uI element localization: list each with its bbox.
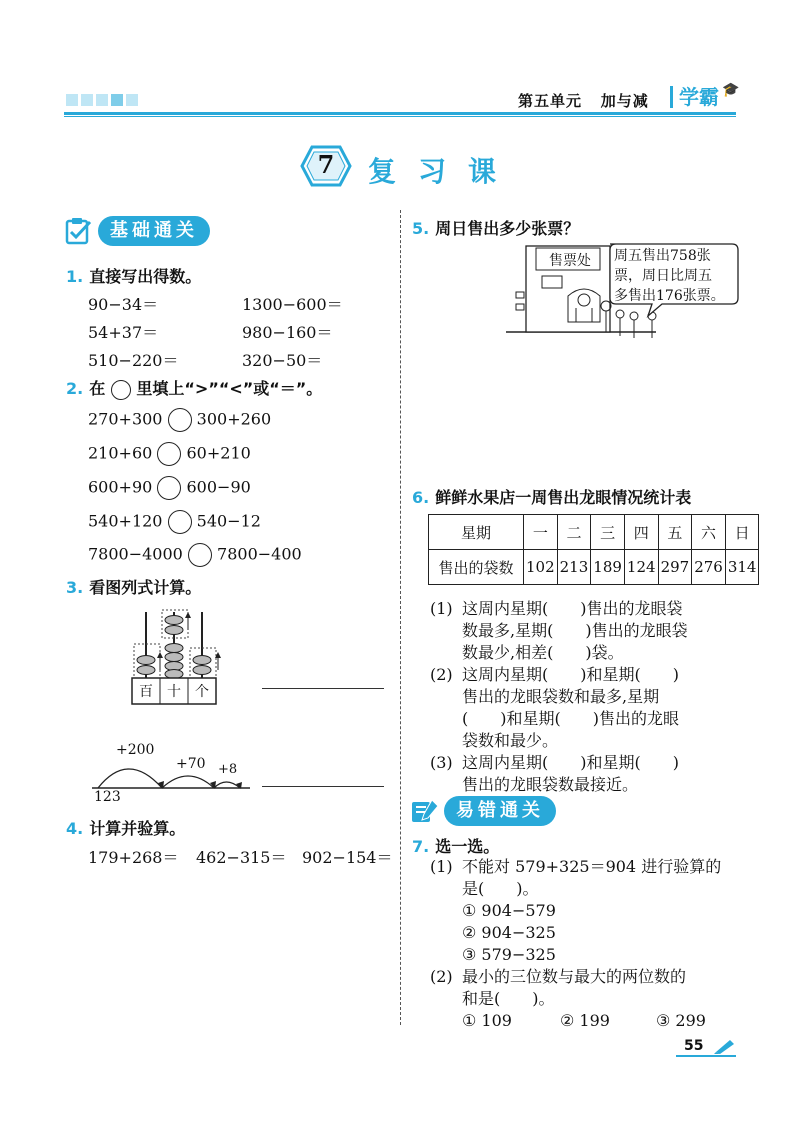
table-cell: 二 <box>557 515 591 550</box>
header-decoration <box>66 94 138 106</box>
q7-sub1: (1) 不能对 579+325＝904 进行验算的 是( )。 ① 904−579 ② 904−325 ③ 579−325 <box>430 856 762 966</box>
number-line-start: 123 <box>94 789 121 805</box>
jump-label: +200 <box>116 742 155 758</box>
answer-circle[interactable] <box>157 442 181 466</box>
q2-title: 2. 在 里填上“>”“<”或“＝”。 <box>66 379 323 398</box>
table-cell: 276 <box>692 550 726 585</box>
table-cell: 五 <box>658 515 692 550</box>
answer-circle[interactable] <box>168 510 192 534</box>
q7-title: 7. 选一选。 <box>412 837 500 856</box>
table-cell: 314 <box>725 550 759 585</box>
unit-heading: 第五单元 加与减 <box>518 92 649 110</box>
table-cell: 189 <box>591 550 625 585</box>
header-rule <box>64 112 736 115</box>
table-row <box>429 550 759 585</box>
jump-label: +70 <box>176 756 206 772</box>
section-error-prone-label: 易错通关 <box>444 796 556 826</box>
q2-row: 270+300 300+260 <box>88 408 271 432</box>
abacus-label-tens: 十 <box>167 684 181 700</box>
q2-row: 540+120 540−12 <box>88 510 261 534</box>
table-cell: 一 <box>524 515 558 550</box>
q6-title: 6. 鲜鲜水果店一周售出龙眼情况统计表 <box>412 488 692 507</box>
q4-item: 462−315＝ <box>196 848 287 867</box>
table-cell: 102 <box>524 550 558 585</box>
q2-row: 210+60 60+210 <box>88 442 251 466</box>
checklist-icon <box>64 216 94 246</box>
brand-logo: 学霸 <box>670 86 719 108</box>
q6-sub1: (1) 这周内星期( )售出的龙眼袋 数最多,星期( )售出的龙眼袋 数最少,相差( )袋。 <box>430 599 688 662</box>
table-cell: 124 <box>624 550 658 585</box>
table-cell: 日 <box>725 515 759 550</box>
q4-item: 179+268＝ <box>88 848 179 867</box>
q1-item: 320−50＝ <box>242 351 323 370</box>
q1-item: 980−160＝ <box>242 323 333 342</box>
q6-sub3: (3) 这周内星期( )和星期( ) 售出的龙眼袋数最接近。 <box>430 753 679 794</box>
abacus-label-ones: 个 <box>195 684 209 700</box>
table-cell: 星期 <box>429 515 524 550</box>
lesson-number: 7 <box>317 150 335 179</box>
choice-option[interactable]: ③ 299 <box>656 1011 706 1030</box>
choice-option[interactable]: ② 904−325 <box>462 923 556 942</box>
answer-circle[interactable] <box>157 476 181 500</box>
header-rule-thin <box>64 116 736 117</box>
q1-item: 1300−600＝ <box>242 295 343 314</box>
choice-option[interactable]: ③ 579−325 <box>462 945 556 964</box>
q2-row: 7800−4000 7800−400 <box>88 543 302 567</box>
table-cell: 297 <box>658 550 692 585</box>
pencil-icon <box>712 1038 736 1054</box>
q5-title: 5. 周日售出多少张票？ <box>412 219 580 238</box>
notebook-pen-icon <box>410 796 440 826</box>
answer-line[interactable] <box>262 786 384 787</box>
table-cell: 售出的袋数 <box>429 550 524 585</box>
choice-option[interactable]: ① 904−579 <box>462 901 556 920</box>
choice-option[interactable]: ② 199 <box>560 1011 610 1030</box>
stats-table <box>428 514 759 585</box>
q1-title: 1. 直接写出得数。 <box>66 267 202 286</box>
footer-rule <box>676 1055 736 1057</box>
jump-label: +8 <box>218 762 238 777</box>
q4-title: 4. 计算并验算。 <box>66 819 186 838</box>
answer-circle[interactable] <box>168 408 192 432</box>
q6-sub2: (2) 这周内星期( )和星期( ) 售出的龙眼袋数和最多,星期 ( )和星期( )售出的龙眼 袋数和最少。 <box>430 665 679 750</box>
section-error-prone <box>410 794 556 828</box>
q1-item: 54+37＝ <box>88 323 159 342</box>
table-cell: 三 <box>591 515 625 550</box>
q4-item: 902−154＝ <box>302 848 393 867</box>
table-cell: 六 <box>692 515 726 550</box>
answer-circle[interactable] <box>188 543 212 567</box>
graduation-cap-icon: 🎓 <box>722 82 740 98</box>
lesson-title: 复习课 <box>368 155 519 188</box>
abacus-label-hundreds: 百 <box>139 684 153 700</box>
section-basic <box>64 214 210 248</box>
speech-bubble-text: 周五售出758张 票，周日比周五 多售出176张票。 <box>614 248 725 304</box>
q1-item: 90−34＝ <box>88 295 159 314</box>
table-header-row <box>429 515 759 550</box>
column-divider <box>400 210 401 1025</box>
q2-row: 600+90 600−90 <box>88 476 251 500</box>
ticket-office-sign: 售票处 <box>549 253 591 269</box>
compare-circle <box>111 380 131 400</box>
page-number: 55 <box>684 1038 704 1054</box>
q1-item: 510−220＝ <box>88 351 179 370</box>
choice-option[interactable]: ① 109 <box>462 1011 512 1030</box>
q3-title: 3. 看图列式计算。 <box>66 578 202 597</box>
q7-sub2: (2) 最小的三位数与最大的两位数的 和是( )。 <box>430 967 687 1008</box>
section-basic-label: 基础通关 <box>98 216 210 246</box>
table-cell: 四 <box>624 515 658 550</box>
answer-line[interactable] <box>262 688 384 689</box>
table-cell: 213 <box>557 550 591 585</box>
